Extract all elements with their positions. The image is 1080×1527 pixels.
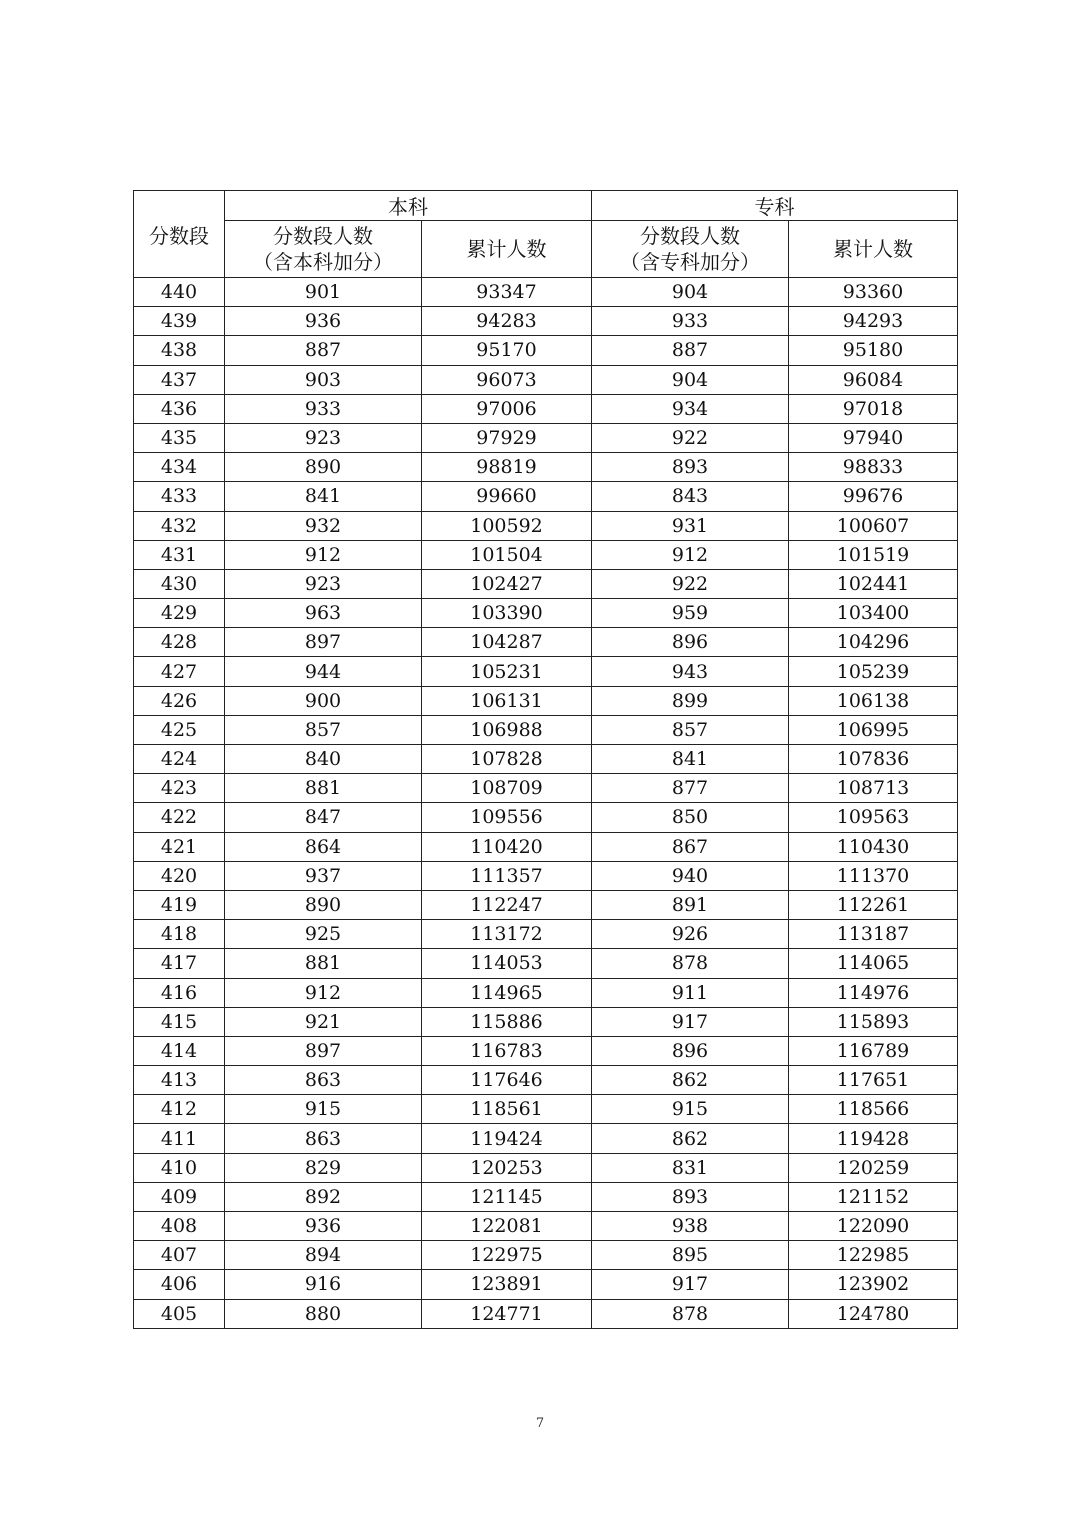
cell-junior-count: 940 [592, 861, 789, 890]
cell-undergrad-cumulative: 123891 [422, 1270, 592, 1299]
cell-undergrad-count: 881 [225, 774, 422, 803]
cell-score: 415 [134, 1007, 225, 1036]
header-junior-count: 分数段人数 （含专科加分） [592, 221, 789, 278]
cell-junior-count: 891 [592, 890, 789, 919]
cell-junior-cumulative: 106995 [789, 715, 958, 744]
cell-undergrad-count: 921 [225, 1007, 422, 1036]
cell-undergrad-count: 863 [225, 1066, 422, 1095]
page-number: 7 [535, 1416, 545, 1431]
cell-undergrad-cumulative: 117646 [422, 1066, 592, 1095]
cell-junior-count: 862 [592, 1066, 789, 1095]
cell-junior-count: 904 [592, 278, 789, 307]
cell-junior-cumulative: 121152 [789, 1182, 958, 1211]
cell-undergrad-count: 897 [225, 1036, 422, 1065]
table-row [134, 949, 958, 978]
cell-junior-count: 893 [592, 453, 789, 482]
table-body [134, 278, 958, 1329]
cell-score: 433 [134, 482, 225, 511]
cell-junior-count: 857 [592, 715, 789, 744]
cell-junior-cumulative: 113187 [789, 920, 958, 949]
cell-score: 426 [134, 686, 225, 715]
cell-undergrad-count: 880 [225, 1299, 422, 1328]
table-row [134, 336, 958, 365]
cell-score: 422 [134, 803, 225, 832]
table-row [134, 774, 958, 803]
cell-undergrad-cumulative: 114053 [422, 949, 592, 978]
cell-junior-cumulative: 110430 [789, 832, 958, 861]
table-row [134, 715, 958, 744]
cell-junior-count: 896 [592, 1036, 789, 1065]
cell-junior-count: 867 [592, 832, 789, 861]
table-row [134, 1095, 958, 1124]
table-row [134, 423, 958, 452]
cell-junior-cumulative: 119428 [789, 1124, 958, 1153]
cell-undergrad-cumulative: 116783 [422, 1036, 592, 1065]
cell-junior-cumulative: 93360 [789, 278, 958, 307]
cell-junior-count: 933 [592, 307, 789, 336]
cell-junior-cumulative: 105239 [789, 657, 958, 686]
cell-junior-cumulative: 118566 [789, 1095, 958, 1124]
cell-undergrad-count: 847 [225, 803, 422, 832]
cell-score: 411 [134, 1124, 225, 1153]
cell-undergrad-count: 937 [225, 861, 422, 890]
cell-score: 406 [134, 1270, 225, 1299]
cell-undergrad-count: 890 [225, 453, 422, 482]
table-row [134, 803, 958, 832]
header-junior: 专科 [592, 191, 958, 221]
cell-undergrad-count: 900 [225, 686, 422, 715]
cell-junior-count: 938 [592, 1212, 789, 1241]
cell-junior-count: 877 [592, 774, 789, 803]
cell-junior-cumulative: 100607 [789, 511, 958, 540]
cell-score: 436 [134, 394, 225, 423]
cell-junior-count: 904 [592, 365, 789, 394]
cell-undergrad-count: 897 [225, 628, 422, 657]
table-row [134, 1212, 958, 1241]
table-row [134, 861, 958, 890]
cell-junior-cumulative: 116789 [789, 1036, 958, 1065]
table-row [134, 1036, 958, 1065]
cell-junior-count: 943 [592, 657, 789, 686]
table-row [134, 1182, 958, 1211]
table-row [134, 978, 958, 1007]
cell-undergrad-count: 857 [225, 715, 422, 744]
cell-undergrad-count: 863 [225, 1124, 422, 1153]
cell-undergrad-cumulative: 118561 [422, 1095, 592, 1124]
cell-undergrad-cumulative: 103390 [422, 599, 592, 628]
cell-undergrad-count: 915 [225, 1095, 422, 1124]
cell-undergrad-cumulative: 112247 [422, 890, 592, 919]
cell-undergrad-cumulative: 111357 [422, 861, 592, 890]
cell-undergrad-count: 923 [225, 423, 422, 452]
cell-score: 416 [134, 978, 225, 1007]
cell-undergrad-cumulative: 100592 [422, 511, 592, 540]
cell-undergrad-cumulative: 101504 [422, 540, 592, 569]
table-row [134, 920, 958, 949]
cell-undergrad-count: 887 [225, 336, 422, 365]
cell-score: 410 [134, 1153, 225, 1182]
table-row [134, 569, 958, 598]
table-row [134, 1153, 958, 1182]
cell-junior-count: 959 [592, 599, 789, 628]
cell-junior-cumulative: 114065 [789, 949, 958, 978]
table-row [134, 599, 958, 628]
cell-score: 438 [134, 336, 225, 365]
cell-junior-count: 850 [592, 803, 789, 832]
cell-score: 425 [134, 715, 225, 744]
cell-undergrad-count: 936 [225, 307, 422, 336]
cell-score: 407 [134, 1241, 225, 1270]
table-row [134, 832, 958, 861]
header-undergrad-count: 分数段人数 （含本科加分） [225, 221, 422, 278]
cell-junior-cumulative: 99676 [789, 482, 958, 511]
cell-undergrad-cumulative: 97006 [422, 394, 592, 423]
header-undergrad: 本科 [225, 191, 592, 221]
cell-undergrad-cumulative: 120253 [422, 1153, 592, 1182]
cell-junior-count: 831 [592, 1153, 789, 1182]
cell-undergrad-cumulative: 98819 [422, 453, 592, 482]
cell-score: 435 [134, 423, 225, 452]
cell-undergrad-count: 963 [225, 599, 422, 628]
cell-junior-count: 862 [592, 1124, 789, 1153]
cell-undergrad-cumulative: 108709 [422, 774, 592, 803]
cell-score: 408 [134, 1212, 225, 1241]
table-row [134, 453, 958, 482]
cell-undergrad-count: 829 [225, 1153, 422, 1182]
cell-score: 439 [134, 307, 225, 336]
cell-undergrad-count: 841 [225, 482, 422, 511]
cell-junior-count: 878 [592, 949, 789, 978]
cell-score: 432 [134, 511, 225, 540]
table-row [134, 278, 958, 307]
cell-score: 431 [134, 540, 225, 569]
cell-score: 409 [134, 1182, 225, 1211]
cell-score: 427 [134, 657, 225, 686]
cell-undergrad-count: 925 [225, 920, 422, 949]
cell-junior-cumulative: 122090 [789, 1212, 958, 1241]
cell-score: 424 [134, 745, 225, 774]
cell-junior-count: 841 [592, 745, 789, 774]
cell-junior-cumulative: 120259 [789, 1153, 958, 1182]
cell-undergrad-cumulative: 95170 [422, 336, 592, 365]
cell-junior-count: 917 [592, 1007, 789, 1036]
table-row [134, 365, 958, 394]
cell-undergrad-count: 881 [225, 949, 422, 978]
cell-junior-count: 899 [592, 686, 789, 715]
cell-junior-cumulative: 97940 [789, 423, 958, 452]
cell-junior-count: 896 [592, 628, 789, 657]
cell-undergrad-cumulative: 124771 [422, 1299, 592, 1328]
table-row [134, 1299, 958, 1328]
cell-undergrad-count: 840 [225, 745, 422, 774]
cell-undergrad-count: 912 [225, 540, 422, 569]
cell-junior-count: 878 [592, 1299, 789, 1328]
cell-score: 419 [134, 890, 225, 919]
table-row [134, 1124, 958, 1153]
cell-score: 420 [134, 861, 225, 890]
cell-undergrad-count: 892 [225, 1182, 422, 1211]
cell-undergrad-cumulative: 115886 [422, 1007, 592, 1036]
cell-undergrad-cumulative: 106131 [422, 686, 592, 715]
cell-junior-cumulative: 98833 [789, 453, 958, 482]
cell-undergrad-cumulative: 105231 [422, 657, 592, 686]
score-distribution-table [133, 190, 958, 1329]
cell-undergrad-cumulative: 99660 [422, 482, 592, 511]
cell-undergrad-count: 916 [225, 1270, 422, 1299]
cell-junior-count: 887 [592, 336, 789, 365]
cell-score: 417 [134, 949, 225, 978]
cell-junior-cumulative: 114976 [789, 978, 958, 1007]
cell-junior-cumulative: 102441 [789, 569, 958, 598]
cell-undergrad-cumulative: 119424 [422, 1124, 592, 1153]
cell-score: 412 [134, 1095, 225, 1124]
cell-junior-cumulative: 112261 [789, 890, 958, 919]
table-row [134, 1066, 958, 1095]
cell-junior-count: 922 [592, 423, 789, 452]
cell-score: 429 [134, 599, 225, 628]
cell-score: 440 [134, 278, 225, 307]
cell-junior-cumulative: 103400 [789, 599, 958, 628]
table-row [134, 1241, 958, 1270]
cell-junior-count: 895 [592, 1241, 789, 1270]
cell-score: 423 [134, 774, 225, 803]
table-row [134, 394, 958, 423]
cell-score: 414 [134, 1036, 225, 1065]
table-row [134, 1007, 958, 1036]
cell-junior-cumulative: 108713 [789, 774, 958, 803]
cell-undergrad-cumulative: 122081 [422, 1212, 592, 1241]
cell-score: 418 [134, 920, 225, 949]
cell-junior-cumulative: 111370 [789, 861, 958, 890]
cell-junior-cumulative: 97018 [789, 394, 958, 423]
cell-score: 405 [134, 1299, 225, 1328]
table-row [134, 482, 958, 511]
cell-score: 434 [134, 453, 225, 482]
cell-junior-cumulative: 96084 [789, 365, 958, 394]
cell-score: 430 [134, 569, 225, 598]
cell-undergrad-cumulative: 97929 [422, 423, 592, 452]
cell-undergrad-cumulative: 104287 [422, 628, 592, 657]
cell-score: 421 [134, 832, 225, 861]
header-score-range: 分数段 [134, 191, 225, 278]
cell-undergrad-cumulative: 122975 [422, 1241, 592, 1270]
cell-junior-cumulative: 107836 [789, 745, 958, 774]
cell-junior-cumulative: 106138 [789, 686, 958, 715]
cell-junior-cumulative: 101519 [789, 540, 958, 569]
cell-score: 413 [134, 1066, 225, 1095]
cell-junior-cumulative: 122985 [789, 1241, 958, 1270]
cell-junior-cumulative: 109563 [789, 803, 958, 832]
cell-undergrad-cumulative: 121145 [422, 1182, 592, 1211]
cell-junior-cumulative: 123902 [789, 1270, 958, 1299]
cell-junior-count: 893 [592, 1182, 789, 1211]
cell-junior-count: 931 [592, 511, 789, 540]
cell-junior-count: 843 [592, 482, 789, 511]
table-row [134, 745, 958, 774]
table-row [134, 657, 958, 686]
cell-junior-count: 922 [592, 569, 789, 598]
table-row [134, 628, 958, 657]
cell-junior-cumulative: 104296 [789, 628, 958, 657]
cell-undergrad-count: 912 [225, 978, 422, 1007]
table-row [134, 540, 958, 569]
cell-junior-cumulative: 115893 [789, 1007, 958, 1036]
table-row [134, 1270, 958, 1299]
cell-undergrad-cumulative: 110420 [422, 832, 592, 861]
cell-undergrad-count: 903 [225, 365, 422, 394]
cell-undergrad-count: 890 [225, 890, 422, 919]
cell-undergrad-count: 944 [225, 657, 422, 686]
header-junior-cumulative: 累计人数 [789, 221, 958, 278]
cell-undergrad-cumulative: 106988 [422, 715, 592, 744]
cell-undergrad-count: 936 [225, 1212, 422, 1241]
cell-undergrad-cumulative: 109556 [422, 803, 592, 832]
cell-undergrad-cumulative: 107828 [422, 745, 592, 774]
cell-junior-cumulative: 95180 [789, 336, 958, 365]
cell-undergrad-count: 901 [225, 278, 422, 307]
cell-undergrad-count: 932 [225, 511, 422, 540]
cell-undergrad-cumulative: 113172 [422, 920, 592, 949]
cell-junior-count: 912 [592, 540, 789, 569]
cell-undergrad-cumulative: 93347 [422, 278, 592, 307]
cell-junior-cumulative: 117651 [789, 1066, 958, 1095]
cell-score: 428 [134, 628, 225, 657]
cell-undergrad-count: 923 [225, 569, 422, 598]
cell-undergrad-cumulative: 102427 [422, 569, 592, 598]
cell-junior-count: 911 [592, 978, 789, 1007]
cell-junior-cumulative: 94293 [789, 307, 958, 336]
cell-undergrad-count: 894 [225, 1241, 422, 1270]
cell-junior-cumulative: 124780 [789, 1299, 958, 1328]
cell-undergrad-cumulative: 94283 [422, 307, 592, 336]
cell-undergrad-count: 864 [225, 832, 422, 861]
cell-undergrad-count: 933 [225, 394, 422, 423]
cell-undergrad-cumulative: 114965 [422, 978, 592, 1007]
table-row [134, 890, 958, 919]
table-row [134, 307, 958, 336]
header-undergrad-cumulative: 累计人数 [422, 221, 592, 278]
cell-score: 437 [134, 365, 225, 394]
cell-junior-count: 915 [592, 1095, 789, 1124]
cell-undergrad-cumulative: 96073 [422, 365, 592, 394]
cell-junior-count: 934 [592, 394, 789, 423]
cell-junior-count: 926 [592, 920, 789, 949]
table-row [134, 686, 958, 715]
table-row [134, 511, 958, 540]
cell-junior-count: 917 [592, 1270, 789, 1299]
